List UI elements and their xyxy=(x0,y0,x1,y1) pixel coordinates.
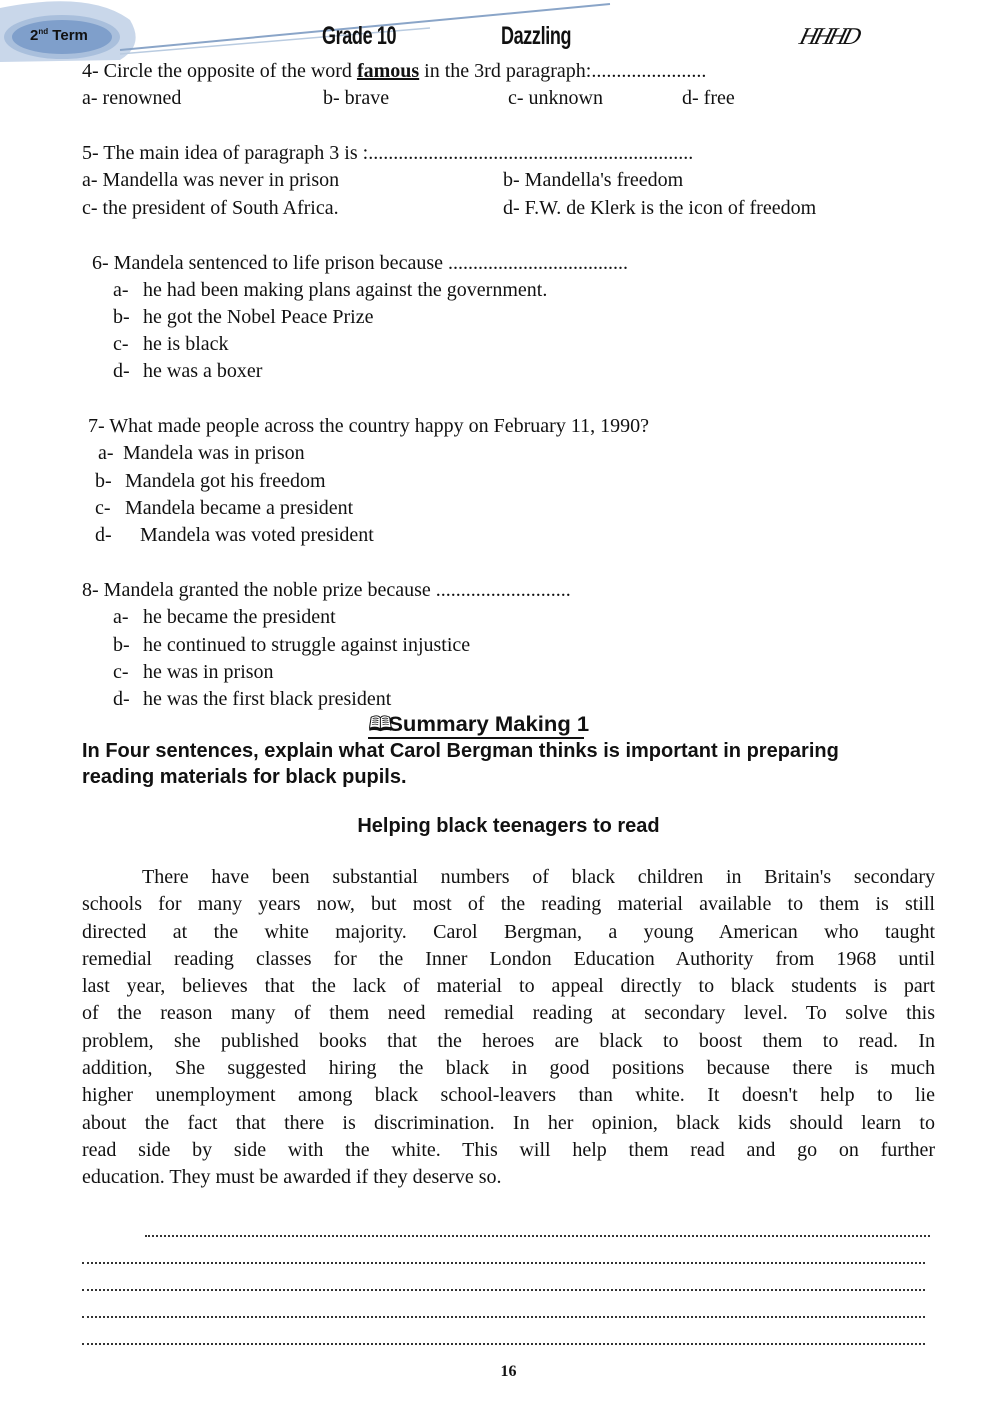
q8-option[interactable]: he became the president xyxy=(143,606,336,628)
q8-option-letter: a- xyxy=(113,606,129,628)
passage-line: addition, She suggested hiring the black in good positions because there is much xyxy=(82,1057,935,1080)
passage-line: There have been substantial numbers of black children in Britain's secondary xyxy=(142,866,935,888)
passage-line: schools for many years now, but most of the reading material available to them is still xyxy=(82,893,935,916)
author-signature: HHHD xyxy=(796,24,861,50)
q7-option[interactable]: Mandela became a president xyxy=(125,497,354,519)
answer-line[interactable] xyxy=(145,1235,930,1237)
q6-option-letter: c- xyxy=(113,333,129,355)
book-icon: 🕮 xyxy=(368,713,393,736)
q4-option[interactable]: a- renowned xyxy=(82,87,182,109)
q8-option-letter: d- xyxy=(113,688,130,710)
q6-option[interactable]: he is black xyxy=(143,333,229,355)
passage-line: higher unemployment among black school-leavers than white. It doesn't help to lie xyxy=(82,1084,935,1107)
q6-option[interactable]: he had been making plans against the government. xyxy=(143,279,548,301)
question-6: 6- Mandela sentenced to life prison because .................................... xyxy=(92,252,628,274)
q6-option-letter: d- xyxy=(113,360,130,382)
page-number: 16 xyxy=(500,1363,517,1380)
q7-option-letter: b- xyxy=(95,470,112,492)
q7-option-letter: a- xyxy=(98,442,114,464)
passage-line: education. They must be awarded if they deserve so. xyxy=(82,1166,502,1189)
q5-option[interactable]: d- F.W. de Klerk is the icon of freedom xyxy=(503,197,817,219)
answer-line[interactable] xyxy=(82,1289,925,1291)
passage-line: remedial reading classes for the Inner London Education Authority from 1968 until xyxy=(82,947,935,970)
passage-title: Helping black teenagers to read xyxy=(357,815,660,837)
q8-option[interactable]: he was in prison xyxy=(143,661,274,683)
answer-line[interactable] xyxy=(82,1316,925,1318)
passage-line: last year, believes that the lack of material to appeal directly to black students is part xyxy=(82,975,935,998)
term-number: 2 xyxy=(30,27,39,44)
q7-option[interactable]: Mandela was in prison xyxy=(123,442,305,464)
q6-option-letter: b- xyxy=(113,306,130,328)
question-7: 7- What made people across the country happy on February 11, 1990? xyxy=(88,415,649,437)
answer-line[interactable] xyxy=(82,1343,925,1345)
passage-paragraph xyxy=(82,864,935,1192)
q4-stem-end: in the 3rd paragraph:....................... xyxy=(419,60,707,82)
summary-heading-text: Summary Making 1 xyxy=(387,713,589,736)
q6-option-letter: a- xyxy=(113,279,129,301)
term-label xyxy=(30,27,88,44)
q7-option[interactable]: Mandela was voted president xyxy=(140,524,374,546)
summary-instruction: reading materials for black pupils. xyxy=(82,766,407,788)
passage-line: problem, she published books that the heroes are black to boost them to read. In xyxy=(82,1029,935,1052)
book-title: Dazzling xyxy=(501,22,572,50)
q5-option[interactable]: a- Mandella was never in prison xyxy=(82,169,340,191)
passage-line: of the reason many of them need remedial reading at secondary level. To solve this xyxy=(82,1002,935,1025)
q4-keyword: famous xyxy=(356,60,420,82)
q4-option[interactable]: c- unknown xyxy=(508,87,603,109)
question-4 xyxy=(82,59,706,83)
passage-line: directed at the white majority. Carol Bergman, a young American who taught xyxy=(82,920,935,943)
summary-instruction: In Four sentences, explain what Carol Bergman thinks is important in preparing xyxy=(82,740,839,762)
q5-option[interactable]: b- Mandella's freedom xyxy=(503,169,684,191)
q6-option[interactable]: he was a boxer xyxy=(143,360,263,382)
summary-heading xyxy=(368,713,589,739)
q6-option[interactable]: he got the Nobel Peace Prize xyxy=(143,306,374,328)
question-5: 5- The main idea of paragraph 3 is :................................................................. xyxy=(82,142,694,164)
q8-option[interactable]: he was the first black president xyxy=(143,688,392,710)
q7-option-letter: d- xyxy=(95,524,112,546)
term-word: Term xyxy=(52,27,88,44)
q8-option[interactable]: he continued to struggle against injustice xyxy=(143,634,471,656)
q5-option[interactable]: c- the president of South Africa. xyxy=(82,197,339,219)
q8-option-letter: b- xyxy=(113,634,130,656)
q8-option-letter: c- xyxy=(113,661,129,683)
passage-line: read side by side with the white. This will help them read and go on further xyxy=(82,1138,935,1161)
grade-title: Grade 10 xyxy=(322,22,397,50)
term-suffix: nd xyxy=(38,27,49,36)
q7-option-letter: c- xyxy=(95,497,111,519)
question-8: 8- Mandela granted the noble prize because ........................... xyxy=(82,579,571,601)
answer-line[interactable] xyxy=(82,1262,925,1264)
passage-line: about the fact that there is discrimination. In her opinion, black kids should learn to xyxy=(82,1111,935,1134)
q7-option[interactable]: Mandela got his freedom xyxy=(125,470,326,492)
q4-option[interactable]: d- free xyxy=(682,87,735,109)
q4-stem: 4- Circle the opposite of the word xyxy=(82,60,357,82)
q4-option[interactable]: b- brave xyxy=(323,87,390,109)
